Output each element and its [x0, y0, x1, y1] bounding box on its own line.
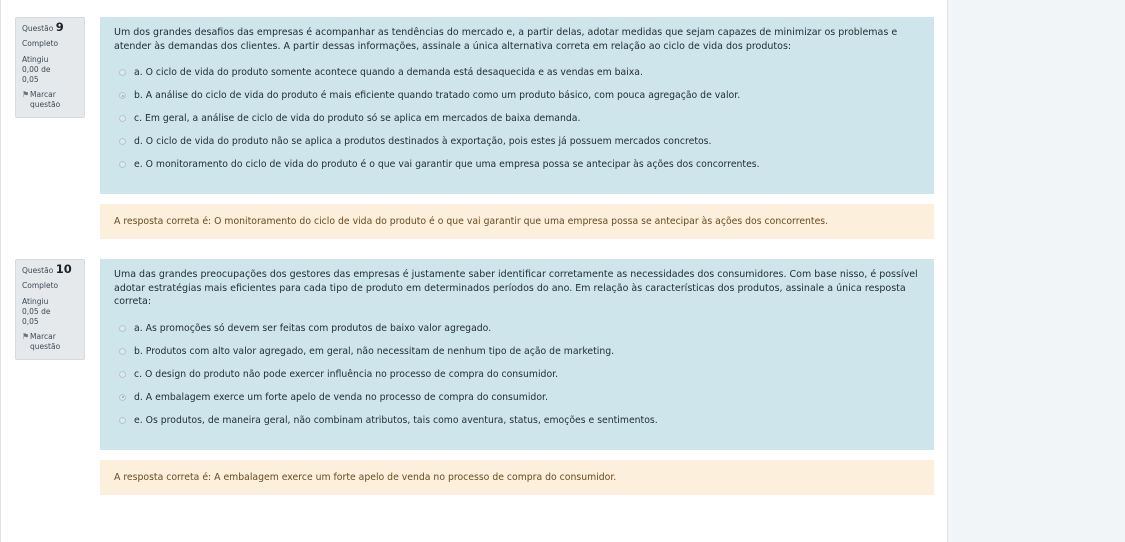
answer-label: d. A embalagem exerce um forte apelo de venda no processo de compra do consumidor. — [134, 391, 548, 403]
radio-button[interactable] — [119, 69, 126, 76]
flag-icon: ⚑ — [22, 332, 30, 341]
answer-option[interactable] — [114, 84, 920, 107]
answer-list — [114, 61, 920, 176]
question-text: Uma das grandes preocupações dos gestores das empresas é justamente saber identificar corretamente as necessidades dos consumidores. Com base nisso, é possível adotar estratégias mais eficientes para cada tipo de produto em determinados períodos do ano. Em relação às características dos produtos, assinale a única resposta correta: — [114, 269, 918, 307]
radio-button[interactable] — [119, 417, 126, 424]
flag-label: Marcar questão — [30, 332, 61, 351]
page-left-border — [0, 0, 1, 542]
question-formulation-9 — [100, 17, 934, 194]
answer-label: c. Em geral, a análise de ciclo de vida do produto só se aplica em mercados de baixa demanda. — [134, 113, 581, 124]
answer-option[interactable] — [114, 363, 920, 386]
question-info-9 — [15, 17, 85, 118]
answer-option[interactable] — [114, 340, 920, 363]
answer-option[interactable] — [114, 61, 920, 84]
question-number: Questão 10 — [22, 262, 72, 276]
question-number: Questão 9 — [22, 20, 64, 34]
answer-option[interactable] — [114, 107, 920, 130]
answer-label: b. A análise do ciclo de vida do produto é mais eficiente quando tratado como um produto básico, com pouca agregação de valor. — [134, 90, 741, 101]
flag-question-button[interactable] — [22, 332, 78, 352]
answer-label: c. O design do produto não pode exercer influência no processo de compra do consumidor. — [134, 368, 559, 380]
radio-button-selected[interactable] — [119, 394, 126, 401]
answer-label: a. As promoções só devem ser feitas com produtos de baixo valor agregado. — [134, 322, 492, 334]
radio-button[interactable] — [119, 161, 126, 168]
answer-option[interactable] — [114, 317, 920, 340]
question-info-10 — [15, 259, 85, 360]
answer-label: e. O monitoramento do ciclo de vida do produto é o que vai garantir que uma empresa possa se antecipar às ações dos concorrentes. — [134, 159, 760, 170]
radio-button[interactable] — [119, 325, 126, 332]
question-grade: Atingiu 0,00 de 0,05 — [22, 55, 51, 84]
question-state: Completo — [22, 39, 59, 48]
radio-button[interactable] — [119, 138, 126, 145]
answer-list — [114, 317, 920, 432]
answer-option[interactable] — [114, 386, 920, 409]
radio-button[interactable] — [119, 371, 126, 378]
answer-label: a. O ciclo de vida do produto somente acontece quando a demanda está desaquecida e as vendas em baixa. — [134, 67, 643, 78]
correct-answer-feedback-9: A resposta correta é: O monitoramento do ciclo de vida do produto é o que vai garantir que uma empresa possa se antecipar às ações dos concorrentes. — [100, 204, 934, 239]
answer-label: e. Os produtos, de maneira geral, não combinam atributos, tais como aventura, status, emoções e sentimentos. — [134, 414, 658, 426]
radio-button-selected[interactable] — [119, 92, 126, 99]
question-grade: Atingiu 0,05 de 0,05 — [22, 297, 51, 326]
question-state: Completo — [22, 281, 59, 290]
flag-icon: ⚑ — [22, 90, 30, 99]
radio-button[interactable] — [119, 348, 126, 355]
right-side-panel — [947, 0, 1125, 542]
answer-option[interactable] — [114, 153, 920, 176]
flag-question-button[interactable] — [22, 90, 78, 110]
answer-label: b. Produtos com alto valor agregado, em geral, não necessitam de nenhum tipo de ação de marketing. — [134, 345, 615, 357]
question-text: Um dos grandes desafios das empresas é acompanhar as tendências do mercado e, a partir delas, adotar medidas que sejam capazes de minimizar os problemas e atender às demandas dos clientes. A partir dessas informações, assinale a única alternativa correta em relação ao ciclo de vida dos produtos: — [114, 27, 898, 52]
flag-label: Marcar questão — [30, 90, 61, 109]
radio-button[interactable] — [119, 115, 126, 122]
answer-label: d. O ciclo de vida do produto não se aplica a produtos destinados à exportação, pois estes já possuem mercados concretos. — [134, 136, 712, 147]
answer-option[interactable] — [114, 409, 920, 432]
question-formulation-10 — [100, 259, 934, 450]
correct-answer-feedback-10: A resposta correta é: A embalagem exerce um forte apelo de venda no processo de compra do consumidor. — [100, 460, 934, 495]
answer-option[interactable] — [114, 130, 920, 153]
